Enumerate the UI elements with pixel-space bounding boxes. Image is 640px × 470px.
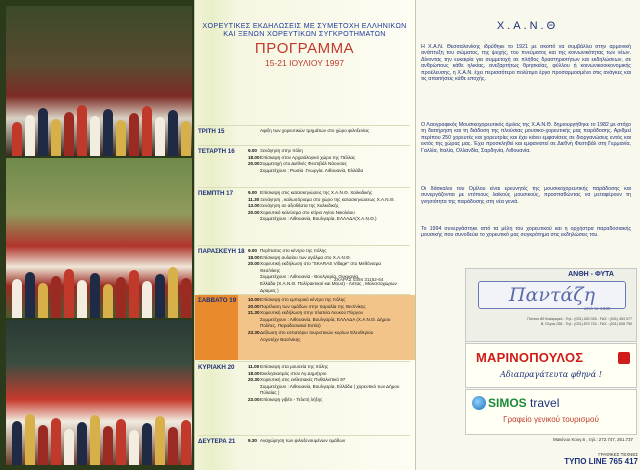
program-title: ΠΡΟΓΡΑΜΜΑ	[254, 40, 355, 57]
pantazi-logo: Παντάζη	[478, 281, 626, 309]
simos-address: Μακένου Κουγ.6 , τηλ.: 272.747, 261.737	[552, 437, 633, 442]
dance-group-photo-2	[6, 158, 192, 318]
program-row	[248, 248, 413, 254]
program-row-text: Επίσκεψη στο εμπορικό κέντρο της πόλης	[260, 297, 346, 302]
dancer-figure	[155, 117, 165, 156]
program-row	[248, 210, 413, 216]
program-day-name: ΚΥΡΙΑΚΗ 20	[198, 364, 235, 371]
program-divider	[198, 435, 410, 436]
printer-name: ΤΥΠΟ LINE 765 417	[564, 457, 638, 466]
program-divider	[198, 294, 410, 295]
dancer-figure	[25, 414, 35, 465]
program-row-text: Πύλαίας )	[260, 390, 280, 396]
program-row-time: 9.00	[248, 148, 257, 153]
program-row-text: Χορευτική στις εκθεσιακές Πυθαλιστικό 97	[260, 377, 346, 383]
program-row	[248, 203, 413, 209]
program-row-text: Ξενάγηση , καλωσόρισμα στο χώρο της κατασκηνώσεως Χ.Α.Ν.Θ.	[260, 196, 395, 202]
program-row	[248, 261, 413, 267]
program-row-text: Επίσκεψη στα μουσεία της πόλης	[260, 364, 329, 369]
dancer-figure	[181, 420, 191, 465]
program-row-time: 9.00	[248, 248, 257, 253]
dancer-figure	[38, 425, 48, 465]
dancer-figure	[155, 416, 165, 465]
dancer-figure	[51, 418, 61, 465]
program-row	[248, 297, 413, 303]
dancer-figure	[116, 120, 126, 156]
program-row-time: 18.00	[248, 154, 260, 160]
header-line-1: ΧΟΡΕΥΤΙΚΕΣ ΕΚΔΗΛΩΣΕΙΣ ΜΕ ΣΥΜΕΤΟΧΗ ΕΛΛΗΝΙΚΩΝ	[202, 21, 407, 30]
program-row-text: Επίσκεψη στον Αρχαιόλογικό χώρο της Πέλλας	[260, 154, 356, 160]
dancer-figure	[90, 273, 100, 318]
dancer-figure	[64, 112, 74, 156]
dancer-figure	[64, 269, 74, 318]
program-day-name: ΤΕΤΑΡΤΗ 16	[198, 148, 235, 155]
program-divider	[198, 361, 410, 362]
program-day-name: ΠΕΜΠΤΗ 17	[198, 190, 234, 197]
fold-line-left	[194, 0, 195, 470]
program-row	[248, 216, 413, 222]
program-row	[248, 390, 413, 396]
program-day-name: ΤΡΙΤΗ 15	[198, 128, 225, 135]
program-row-text: Συμμετέχουν : Ρωσία .Γεωργία. Λιθουανία, Ελλάδα	[260, 167, 364, 173]
program-day-name: ΔΕΥΤΕΡΑ 21	[198, 438, 236, 445]
marinopoulos-logo: ΜΑΡΙΝΟΠΟΥΛΟΣ	[476, 350, 584, 365]
dancer-figure	[25, 115, 35, 156]
program-row	[248, 337, 413, 343]
program-row	[248, 384, 413, 390]
dancer-figure	[129, 430, 139, 465]
simos-subtitle: Γραφείο γενικού τουρισμού	[503, 415, 599, 424]
program-row-time: 20.00	[248, 209, 260, 215]
program-row-text: Επίσκεψη αυλαίου των αγάλμα στο Χ.Α.Ν.Θ.	[260, 254, 351, 260]
program-row-text: Θεσ/νίκης	[260, 267, 281, 273]
program-row-time: 10.00	[248, 297, 260, 302]
dance-group-photo-1	[6, 6, 192, 156]
dancer-figure	[103, 284, 113, 318]
program-row	[248, 168, 413, 174]
program-row	[248, 148, 413, 154]
program-row-text: Επίσκεψη στις κατασκηνώσεις της Χ.Α.Ν.Θ. Χαλκιδικής	[260, 190, 373, 195]
dancer-figure	[12, 122, 22, 156]
dancer-figure	[38, 108, 48, 156]
photo-collage	[0, 0, 194, 470]
xanth-paragraph-2: Ο Λαογραφικός Μουσικοχορευτικός όμιλος της Χ.Α.Ν.Θ. δημιουργήθηκε το 1982 με στόχο τη διατήρηση και τη διάδοση της πλούσιας μουσικο-χορευτικής μας παράδοσης. Αριθμεί περίπου 250 χορευτές και χορευτρίες και έχει κάνει εμφανίσεις σε διοργανώσεις εντός και εκτός της χώρας μας. Έχει προσκληθεί και εμφανιστεί σε Διεθνή Φεστιβάλ στη Γερμανία, Γαλλία, Ιταλία, Ολλανδία, Σαρδηνία, Λιθουανία.	[421, 122, 631, 154]
program-divider	[198, 187, 410, 188]
program-row	[248, 304, 413, 310]
program-row-text: Επίσκεψη γιβέτι - Τελετή λήξης	[260, 397, 323, 402]
pantazi-address-line-1: Πόντου 80 Καλαμαριά - Τηλ.: (031) 452 025 - FAX : (031) 453 077	[527, 317, 632, 321]
dancer-figure	[90, 415, 100, 465]
dancer-figure	[77, 280, 87, 318]
program-row-time: 20.00	[248, 303, 260, 309]
program-row	[248, 161, 413, 167]
saturday-strip	[194, 295, 238, 360]
program-divider	[198, 145, 410, 146]
program-row	[248, 317, 413, 323]
program-divider	[198, 245, 410, 246]
program-row-text: Συμμετέχουν : Λιθουανία, Βουλγαρία, ΕΛΛΑΔΑ (Χ.Α.Ν.Θ. Δήμου	[260, 316, 391, 322]
program-row-time: 20.00	[248, 161, 260, 167]
fold-line-right	[415, 0, 416, 470]
ticket-note: ΣΚΑΡΑΣ 0394 31162-64	[334, 277, 384, 282]
program-row	[248, 274, 413, 280]
program-row-time: 20.30	[248, 377, 260, 383]
marinopoulos-slogan: Αδιαπραγάτευτα φθηνά !	[500, 370, 602, 379]
program-row	[248, 364, 413, 370]
program-row	[248, 128, 413, 134]
program-row-time: 23.30	[248, 330, 260, 335]
program-row	[248, 323, 413, 329]
marinopoulos-ad	[465, 343, 637, 388]
program-dates: 15-21 ΙΟΥΛΙΟΥ 1997	[264, 58, 344, 68]
program-row-text: Περίπατος στο κέντρο της πόλης	[260, 248, 327, 253]
program-row-text: Πολίτες, Παραδοσιακοί Εστία)	[260, 323, 321, 329]
simos-name: SIMOS	[488, 396, 527, 410]
program-row	[248, 397, 413, 403]
program-row-text: Αναχώρηση των φιλοξενουμένων ομάδων	[260, 438, 346, 443]
program-row-text: Παρέλαση των ομάδων στην παραλία της Θεσ/νίκης	[260, 303, 366, 309]
xanth-title: Χ.Α.Ν.Θ	[496, 20, 559, 32]
program-row	[248, 155, 413, 161]
dancer-figure	[12, 421, 22, 465]
dancer-figure	[116, 277, 126, 318]
program-row-text: Λογοτέχν Βασ/νίκης	[260, 336, 301, 342]
program-row-time: 21.30	[248, 310, 260, 316]
program-row-text: Ξενάγηση σε αξιοθέατα της Χαλκιδικής	[260, 203, 339, 209]
simos-travel-logo	[488, 396, 559, 410]
program-row	[248, 281, 413, 287]
dancer-figure	[168, 110, 178, 156]
printer-credit	[560, 452, 638, 466]
program-row	[248, 330, 413, 336]
program-column	[194, 0, 416, 470]
program-row-time: 18.00	[248, 254, 260, 260]
program-row-text: Συμμετέχουν : Λιθουανία - Βουλγαρία, Ουκρανία,	[260, 274, 360, 280]
program-row-text: Συμμετέχουν : Λιθουανία, Βουλγαρία, Ελλάδα ( χορευτικό των Δήμου	[260, 383, 400, 389]
dancer-figure	[103, 426, 113, 465]
printer-label: ΓΡΑΦΙΚΕΣ ΤΕΧΝΕΣ	[598, 452, 638, 457]
program-row	[248, 255, 413, 261]
pantazi-since: από το 1939	[584, 307, 611, 312]
dancer-figure	[181, 278, 191, 318]
xanth-paragraph-3: Οι δάσκαλοι του Ομίλου είναι ερευνητές της μουσικοχορευτικής παράδοσης και συνεργάζονται με ντόπιους λαϊκούς μουσικούς, προσπαθώντας να μεταφέρουν τη γνησιότητα της παράδοσης στη νέα γενιά.	[421, 186, 631, 205]
dancer-figure	[116, 419, 126, 465]
dancer-figure	[168, 427, 178, 465]
dancer-figure	[90, 116, 100, 156]
program-row-text: Χορευτικό κελεύσμα στο κτίριο Αγίου Νικολάου	[260, 209, 355, 215]
program-row-text: Εκκλησιασμός στον Αγ.Δημήτριο	[260, 370, 327, 376]
dancer-figure	[142, 423, 152, 465]
program-row	[248, 288, 413, 294]
pantazi-ad	[465, 268, 637, 342]
program-row-text: Συμμετοχή στο Διεθνές Φεστιβάλ Νάουσας	[260, 161, 347, 167]
dancer-figure	[142, 281, 152, 318]
program-header	[194, 22, 415, 38]
dancer-figure	[155, 274, 165, 318]
program-row-time: 18.00	[248, 370, 260, 376]
dancer-figure	[181, 121, 191, 156]
dancer-figure	[25, 272, 35, 318]
program-row-text: Δεξίωση στο εστιατόριο τουριστικών κυρίων Ελευθερίου	[260, 330, 374, 335]
dancer-figure	[168, 267, 178, 318]
pantazi-category: ΑΝΘΗ - ΦΥΤΑ	[568, 271, 614, 278]
program-row-time: 23.00	[248, 397, 260, 402]
program-row-text: Συμμετέχουν : Λιθουανία, Βουλγαρία, ΕΛΛΑΔΑ(Χ.Α.Ν.Θ.)	[260, 216, 377, 222]
program-row-text: Αφιξη των χορευτικών τμημάτων στο χώρο φιλοξενίας	[260, 128, 370, 133]
program-row-time: 11.30	[248, 196, 260, 202]
program-row-time: 9.30	[248, 438, 257, 443]
dancer-figure	[77, 105, 87, 156]
pantazi-address-line-2: Β. Όλγας 256 - Τηλ.: (031) 870 743 - FAX : (031) 828 790	[540, 321, 632, 326]
info-column	[415, 0, 640, 470]
dancer-figure	[12, 279, 22, 318]
program-row-text: Ξενάγηση στην πόλη	[260, 148, 303, 153]
dancer-figure	[142, 106, 152, 156]
marinopoulos-logo-icon	[618, 352, 630, 364]
program-row	[248, 190, 413, 196]
dancer-figure	[38, 283, 48, 318]
globe-icon	[472, 396, 486, 410]
dancer-figure	[129, 113, 139, 156]
program-row-text: Χορευτική εκδήλωση στο "SKARAS Village" στο Μεθόνισμα	[260, 261, 382, 267]
xanth-paragraph-1: Η Χ.Α.Ν. Θεσσαλονίκης ιδρύθηκε το 1921 με σκοπό να συμβάλλει στην αρμονική ανάπτυξη του σώματος, της ψυχής, του πνεύματος και της κοινωνικότητας των νέων. Δίνοντας την ευκαιρία για συμμετοχή σε πλήθος δραστηριοτήτων και εκδηλώσεων, σε ανθρώπους κάθε ηλικίας, ανεξαρτήτως θρησκείας, φύλλου ή κοινωνικοοικονομικής προέλευσης, η Χ.Α.Ν. έχει περισσότερο πολύτιμο έργο προσαρμοσμένο στις ανάγκες και τις απαιτήσεις κάθε εποχής.	[421, 44, 631, 83]
program-row	[248, 377, 413, 383]
program-row	[248, 268, 413, 274]
simos-travel-word: travel	[530, 396, 560, 410]
program-row	[248, 310, 413, 316]
program-row-time: 13.00	[248, 203, 260, 209]
dance-group-photo-3	[6, 320, 192, 465]
dancer-figure	[51, 276, 61, 318]
program-row-text: Ελλάδα (Χ.Α.Ν.Θ. Πολ/ρακτικοί και Μουσ) - Λιττας , Μελισσοχώρων	[260, 281, 397, 286]
program-row-time: 11.00	[248, 364, 260, 369]
program-row-time: 20.00	[248, 261, 260, 267]
dancer-figure	[77, 422, 87, 465]
program-row	[248, 197, 413, 203]
xanth-paragraph-4: Το 1994 συνεργάστηκε από τα μέλη του χορευτικού και η ορχήστρα παραδοσιακής μουσικής που συνοδεύει το χορευτικό μας συγκρότημα στις εκδηλώσεις του.	[421, 226, 631, 239]
dancer-figure	[129, 270, 139, 318]
program-row	[248, 438, 413, 444]
simos-travel-ad	[465, 389, 637, 435]
program-row	[248, 371, 413, 377]
program-row-time: 9.00	[248, 190, 257, 195]
dancer-figure	[51, 119, 61, 156]
header-line-2: ΚΑΙ ΞΕΝΩΝ ΧΟΡΕΥΤΙΚΩΝ ΣΥΓΚΡΟΤΗΜΑΤΩΝ	[223, 29, 386, 38]
program-day-name: ΠΑΡΑΣΚΕΥΗ 18	[198, 248, 245, 255]
program-row-text: Χορευτική εκδήλωση στην πλατεία Λευκού Πύργου	[260, 310, 364, 316]
dancer-figure	[103, 109, 113, 156]
program-row-text: Δραμας )	[260, 287, 279, 293]
dancer-figure	[64, 429, 74, 465]
program-day-name: ΣΑΒΒΑΤΟ 19	[198, 297, 237, 304]
program-divider	[198, 125, 410, 126]
pantazi-address	[472, 317, 632, 326]
